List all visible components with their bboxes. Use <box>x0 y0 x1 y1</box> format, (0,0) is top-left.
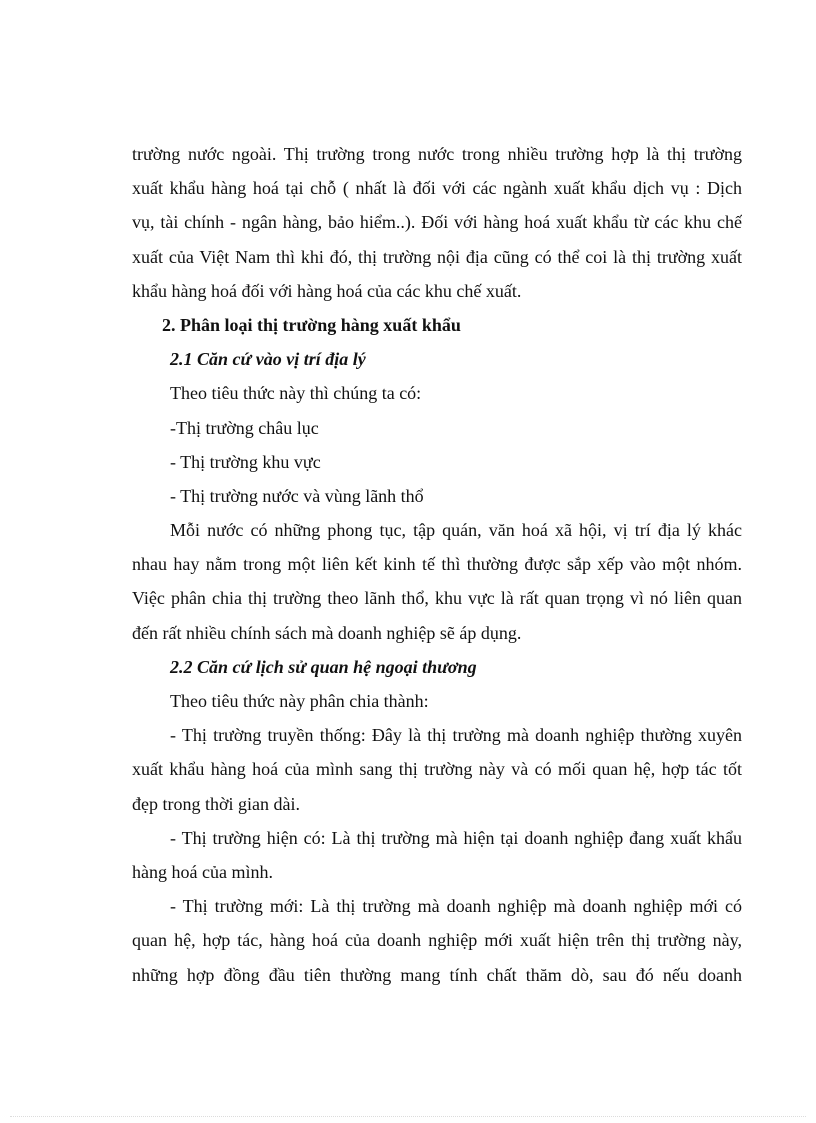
document-body <box>132 137 742 992</box>
paragraph-line: xuất của Việt Nam thì khi đó, thị trường nội địa cũng có thể coi là thị trường xuất <box>132 246 742 267</box>
paragraph-line: Mỗi nước có những phong tục, tập quán, văn hoá xã hội, vị trí địa lý khác <box>170 520 742 541</box>
list-item: - Thị trường mới: Là thị trường mà doanh nghiệp mà doanh nghiệp mới có <box>170 896 742 917</box>
list-item: -Thị trường châu lục <box>170 417 319 438</box>
paragraph-line: đẹp trong thời gian dài. <box>132 793 300 814</box>
list-item: - Thị trường nước và vùng lãnh thổ <box>170 485 424 506</box>
paragraph-line: khẩu hàng hoá đối với hàng hoá của các khu chế xuất. <box>132 280 522 301</box>
list-item: - Thị trường hiện có: Là thị trường mà hiện tại doanh nghiệp đang xuất khẩu <box>170 827 742 848</box>
list-item: - Thị trường truyền thống: Đây là thị trường mà doanh nghiệp thường xuyên <box>170 725 742 746</box>
section-heading: 2. Phân loại thị trường hàng xuất khẩu <box>162 314 461 335</box>
paragraph-line: những hợp đồng đầu tiên thường mang tính chất thăm dò, sau đó nếu doanh <box>132 964 742 985</box>
paragraph-line: đến rất nhiều chính sách mà doanh nghiệp sẽ áp dụng. <box>132 622 522 643</box>
subsection-heading: 2.1 Căn cứ vào vị trí địa lý <box>170 349 366 370</box>
subsection-heading: 2.2 Căn cứ lịch sử quan hệ ngoại thương <box>170 656 477 677</box>
paragraph-line: vụ, tài chính - ngân hàng, bảo hiểm..). Đối với hàng hoá xuất khẩu từ các khu chế <box>132 212 742 233</box>
list-item: - Thị trường khu vực <box>170 451 321 472</box>
paragraph-line: quan hệ, hợp tác, hàng hoá của doanh nghiệp mới xuất hiện trên thị trường này, <box>132 930 742 951</box>
paragraph-line: xuất khẩu hàng hoá của mình sang thị trường này và có mối quan hệ, hợp tác tốt <box>132 759 742 780</box>
paragraph-line: trường nước ngoài. Thị trường trong nước trong nhiều trường hợp là thị trường <box>132 144 742 164</box>
paragraph-line: hàng hoá của mình. <box>132 861 273 882</box>
paragraph-line: nhau hay nằm trong một liên kết kinh tế thì thường được sắp xếp vào một nhóm. <box>132 554 742 575</box>
paragraph-line: xuất khẩu hàng hoá tại chỗ ( nhất là đối với các ngành xuất khẩu dịch vụ : Dịch <box>132 178 742 199</box>
paragraph-line: Theo tiêu thức này phân chia thành: <box>170 691 429 711</box>
page-bottom-divider <box>10 1116 806 1117</box>
paragraph-line: Việc phân chia thị trường theo lãnh thổ, khu vực là rất quan trọng vì nó liên quan <box>132 588 742 609</box>
paragraph-line: Theo tiêu thức này thì chúng ta có: <box>170 383 422 404</box>
